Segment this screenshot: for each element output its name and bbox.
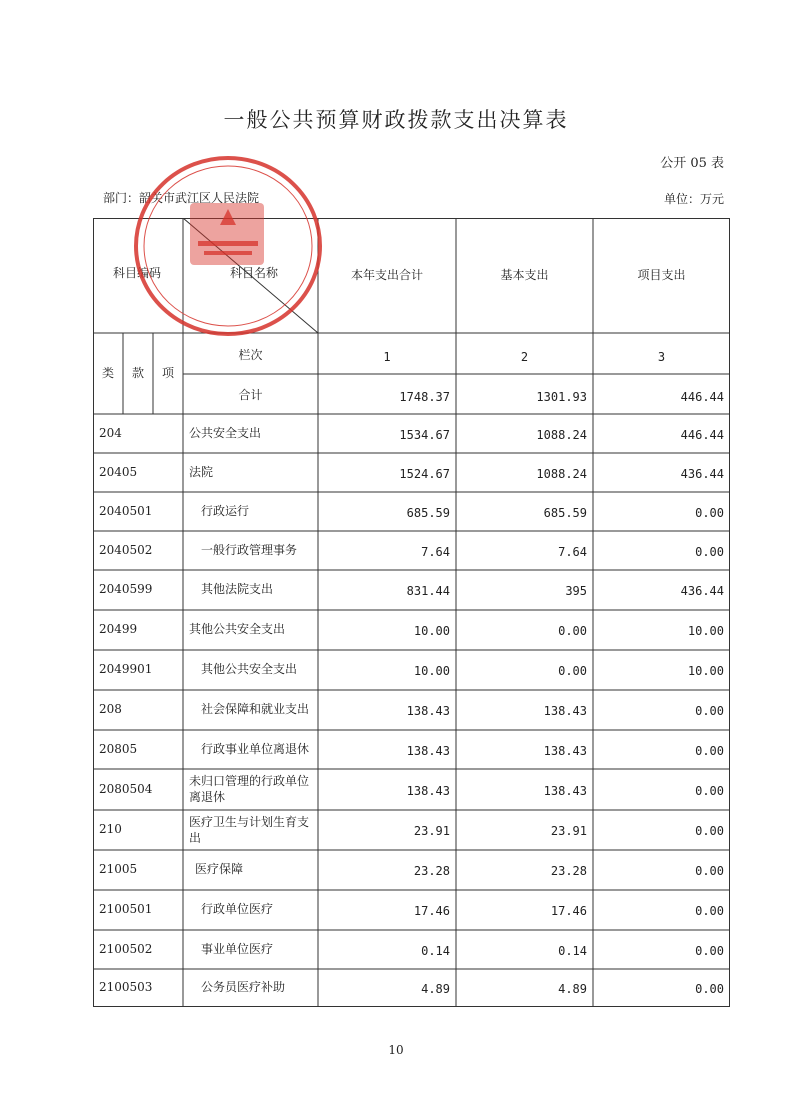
row-code: 2080504 (99, 782, 153, 796)
row-name: 其他公共安全支出 (189, 622, 286, 636)
row-code: 20405 (99, 465, 138, 479)
row-name: 其他公共安全支出 (201, 662, 298, 676)
row-code: 20499 (99, 622, 138, 636)
row-project: 0.00 (695, 704, 724, 718)
sum-basic: 1301.93 (536, 390, 587, 404)
column-index-3: 3 (657, 350, 666, 364)
row-name: 一般行政管理事务 (201, 543, 298, 557)
row-name: 事业单位医疗 (201, 942, 274, 956)
row-basic: 0.00 (558, 664, 587, 678)
row-code: 208 (99, 702, 122, 716)
column-index-2: 2 (520, 350, 529, 364)
row-total: 138.43 (406, 704, 450, 718)
row-basic: 23.28 (550, 864, 587, 878)
header-lanci: 栏次 (238, 348, 263, 362)
row-name: 社会保障和就业支出 (201, 702, 310, 716)
row-total: 4.89 (421, 982, 450, 996)
row-code: 2040599 (99, 582, 153, 596)
row-total: 1524.67 (399, 467, 450, 481)
row-project: 0.00 (695, 982, 724, 996)
row-total: 138.43 (406, 744, 450, 758)
row-name: 行政事业单位离退休 (201, 742, 310, 756)
row-total: 685.59 (406, 506, 450, 520)
header-total: 本年支出合计 (350, 268, 423, 282)
expenditure-table (93, 218, 730, 1007)
unit-label: 单位：万元 (663, 192, 724, 206)
row-basic: 395 (565, 584, 587, 598)
row-basic: 1088.24 (536, 428, 587, 442)
row-name: 行政运行 (201, 504, 250, 518)
row-name: 医疗保障 (195, 862, 244, 876)
header-basic: 基本支出 (500, 268, 549, 282)
row-project: 0.00 (695, 864, 724, 878)
row-total: 10.00 (413, 664, 450, 678)
row-project: 0.00 (695, 944, 724, 958)
row-name: 公务员医疗补助 (201, 980, 286, 994)
sum-project: 446.44 (680, 390, 724, 404)
row-code: 20805 (99, 742, 138, 756)
row-name: 行政单位医疗 (201, 902, 274, 916)
row-code: 2100503 (99, 980, 153, 994)
header-project: 项目支出 (637, 268, 686, 282)
row-total: 7.64 (421, 545, 450, 559)
row-code: 21005 (99, 862, 138, 876)
row-code: 2040501 (99, 504, 153, 518)
page-number: 10 (388, 1043, 404, 1057)
row-name: 未归口管理的行政单位离退休 (189, 774, 310, 804)
row-basic: 685.59 (543, 506, 587, 520)
row-project: 10.00 (687, 624, 724, 638)
row-name: 医疗卫生与计划生育支出 (189, 815, 310, 845)
row-code: 2100502 (99, 942, 153, 956)
row-total: 831.44 (406, 584, 450, 598)
sum-label: 合计 (238, 388, 263, 402)
row-basic: 138.43 (543, 744, 587, 758)
row-basic: 1088.24 (536, 467, 587, 481)
department-label: 部门：韶关市武江区人民法院 (103, 191, 260, 205)
column-index-1: 1 (383, 350, 391, 364)
row-basic: 138.43 (543, 784, 587, 798)
row-project: 0.00 (695, 784, 724, 798)
row-basic: 0.14 (558, 944, 587, 958)
header-xiang: 项 (161, 366, 174, 380)
page-title: 一般公共预算财政拨款支出决算表 (223, 108, 569, 132)
row-project: 0.00 (695, 506, 724, 520)
header-name: 科目名称 (230, 266, 279, 280)
row-basic: 17.46 (550, 904, 587, 918)
row-total: 0.14 (421, 944, 450, 958)
row-total: 10.00 (413, 624, 450, 638)
row-project: 0.00 (695, 904, 724, 918)
row-basic: 7.64 (558, 545, 587, 559)
form-number: 公开 05 表 (660, 156, 724, 171)
header-code: 科目编码 (113, 266, 162, 280)
row-name: 其他法院支出 (201, 582, 274, 596)
row-project: 436.44 (680, 584, 724, 598)
row-total: 23.28 (413, 864, 450, 878)
row-project: 436.44 (680, 467, 724, 481)
row-total: 1534.67 (399, 428, 450, 442)
row-basic: 23.91 (550, 824, 587, 838)
row-code: 2100501 (99, 902, 153, 916)
row-name: 法院 (189, 465, 214, 479)
row-project: 0.00 (695, 545, 724, 559)
row-code: 2049901 (99, 662, 153, 676)
row-code: 210 (99, 822, 122, 836)
row-total: 23.91 (413, 824, 450, 838)
sum-total: 1748.37 (399, 390, 450, 404)
row-name: 公共安全支出 (189, 426, 262, 440)
row-project: 0.00 (695, 824, 724, 838)
row-total: 17.46 (413, 904, 450, 918)
row-basic: 4.89 (558, 982, 587, 996)
header-kuan: 款 (131, 366, 144, 380)
header-lei: 类 (101, 366, 114, 380)
row-total: 138.43 (406, 784, 450, 798)
table-grid-lines (93, 218, 730, 1007)
row-basic: 0.00 (558, 624, 587, 638)
row-project: 0.00 (695, 744, 724, 758)
row-project: 446.44 (680, 428, 724, 442)
row-code: 2040502 (99, 543, 153, 557)
row-project: 10.00 (687, 664, 724, 678)
row-basic: 138.43 (543, 704, 587, 718)
row-code: 204 (99, 426, 122, 440)
